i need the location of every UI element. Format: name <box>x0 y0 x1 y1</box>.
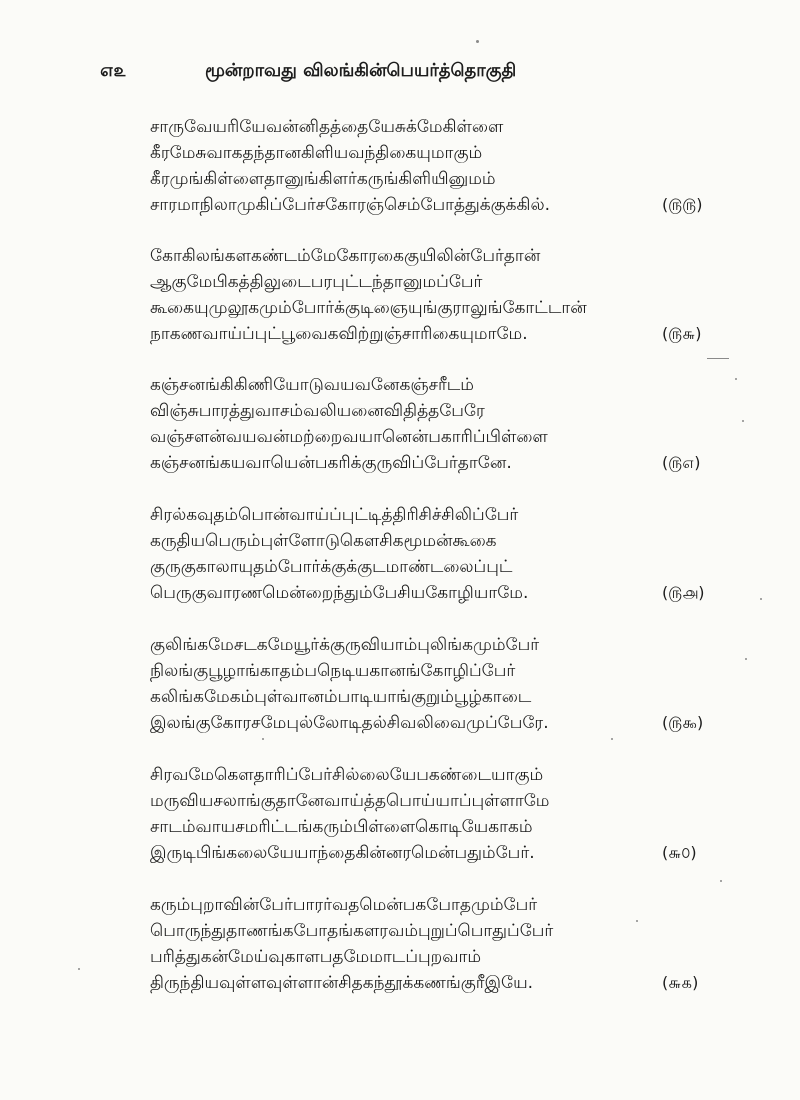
verse-line: கீரமேசுவாகதந்தானகிளியவந்திகையுமாகும் <box>150 143 483 163</box>
verse-line: குருகுகாலாயுதம்போர்க்குக்குடமாண்டலைப்புட் <box>150 557 513 577</box>
verse-line: சாருவேயரியேவன்னிதத்தையேசுக்மேகிள்ளை <box>150 117 504 137</box>
stanza <box>0 116 800 226</box>
stanza <box>0 504 800 614</box>
stanza <box>0 764 800 874</box>
verse-line: கோகிலங்களகண்டம்மேகோரகைகுயிலின்பேர்தான் <box>150 246 541 266</box>
paper-speck <box>262 738 264 740</box>
paper-speck <box>78 968 80 970</box>
verse-line: மருவியசலாங்குதானேவாய்த்தபொய்யாப்புள்ளாமே <box>150 791 550 811</box>
verse-line: சிரவமேகௌதாரிப்பேர்சில்லையேபகண்டையாகும் <box>150 765 544 785</box>
stanza-number: (௫௬) <box>662 324 702 343</box>
verse-line: ஆகுமேபிகத்திலுடைபரபுட்டந்தானுமப்பேர் <box>150 272 483 292</box>
paper-speck <box>735 378 737 380</box>
paper-speck <box>742 420 744 422</box>
paper-speck <box>760 598 762 600</box>
stanza <box>0 634 800 744</box>
verse-line: கூகையுமுலூகமும்போர்க்குடிஞையுங்குராலுங்கோட்டான் <box>150 298 587 318</box>
verse-line: பெருகுவாரணமென்றைந்தும்பேசியகோழியாமே. <box>150 583 529 603</box>
verse-line: சாடம்வாயசமரிட்டங்கரும்பிள்ளைகொடியேகாகம் <box>150 817 533 837</box>
verse-line: சிரல்கவுதம்பொன்வாய்ப்புட்டித்திரிசிச்சிலிப்பேர் <box>150 505 519 525</box>
verse-line: இருடிபிங்கலையேயாந்தைகின்னரமென்பதும்பேர். <box>150 843 535 863</box>
paper-speck <box>707 358 729 359</box>
paper-speck <box>476 40 479 43</box>
paper-speck <box>611 738 613 740</box>
verse-line: கரும்புறாவின்பேர்பாரர்வதமென்பகபோதமும்பேர் <box>150 895 538 915</box>
stanza <box>0 894 800 1004</box>
verse-line: கஞ்சனங்கயவாயென்பகரிக்குருவிப்பேர்தானே. <box>150 453 512 473</box>
verse-line: கீரமுங்கிள்ளைதானுங்கிளர்கருங்கிளியினுமம் <box>150 169 496 189</box>
stanza <box>0 245 800 355</box>
stanza-number: (௫௭) <box>662 453 701 472</box>
running-title: மூன்றாவது விலங்கின்பெயர்த்தொகுதி <box>205 60 517 81</box>
paper-speck <box>720 880 722 882</box>
verse-line: குலிங்கமேசடகமேயூர்க்குருவியாம்புலிங்கமும்பேர் <box>150 635 540 655</box>
verse-line: கஞ்சனங்கிகிணியோடுவயவனேகஞ்சரீடம் <box>150 375 474 395</box>
paper-speck <box>745 658 747 660</box>
verse-line: கலிங்கமேகம்புள்வானம்பாடியாங்குறும்பூழ்காடை <box>150 687 532 707</box>
page-number: ௭௨ <box>100 60 127 81</box>
stanza-number: (௫௮) <box>662 583 705 602</box>
stanza-number: (௫௯) <box>662 713 704 732</box>
verse-line: வஞ்சளன்வயவன்மற்றைவயானென்பகாரிப்பிள்ளை <box>150 427 548 447</box>
verse-line: விஞ்சுபாரத்துவாசம்வலியனைவிதித்தபேரே <box>150 401 485 421</box>
stanza-number: (௫௫) <box>662 195 703 214</box>
verse-line: பொருந்துதாணங்கபோதங்களரவம்புறுப்பொதுப்பேர் <box>150 921 554 941</box>
verse-line: இலங்குகோரசமேபுல்லோடிதல்சிவலிவைமுப்பேரே. <box>150 713 549 733</box>
verse-line: கருதியபெரும்புள்ளோடுகௌசிகமூமன்கூகை <box>150 531 497 551</box>
verse-line: பரித்துகன்மேய்வுகாளபதமேமாடப்புறவாம் <box>150 947 482 967</box>
stanza-number: (௬௧) <box>662 973 699 992</box>
verse-line: நாகணவாய்ப்புட்பூவைகவிற்றுஞ்சாரிகையுமாமே. <box>150 324 528 344</box>
verse-line: சாரமாநிலாமுகிப்பேர்சகோரஞ்செம்போத்துக்குக்கில். <box>150 195 550 215</box>
stanza-number: (௬௦) <box>662 843 697 862</box>
verse-line: நிலங்குபூழாங்காதம்பநெடியகானங்கோழிப்பேர் <box>150 661 516 681</box>
verse-line: திருந்தியவுள்ளவுள்ளான்சிதகந்தூக்கணங்குரீஇயே. <box>150 973 534 993</box>
stanza <box>0 374 800 484</box>
paper-speck <box>636 920 638 922</box>
